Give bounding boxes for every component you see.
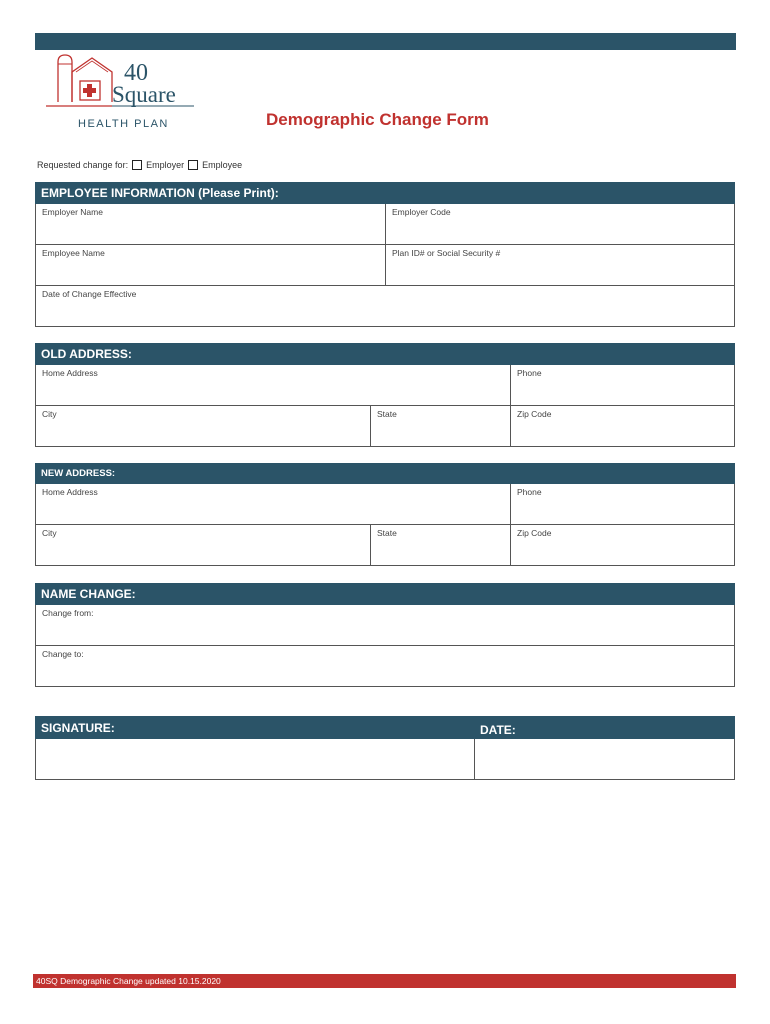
footer-text: 40SQ Demographic Change updated 10.15.2020 <box>36 976 221 986</box>
date-effective-field[interactable] <box>36 286 734 326</box>
employer-name-field[interactable] <box>36 204 386 244</box>
new-home-address-field[interactable] <box>36 484 511 524</box>
employee-name-label: Employee Name <box>42 248 105 258</box>
signature-field[interactable] <box>36 739 475 779</box>
old-zip-label: Zip Code <box>517 409 552 419</box>
employee-info-row-3 <box>35 286 735 327</box>
change-from-field[interactable] <box>36 605 734 645</box>
new-city-field[interactable] <box>36 525 371 565</box>
employee-name-field[interactable] <box>36 245 386 285</box>
old-city-field[interactable] <box>36 406 371 446</box>
old-address-row-1 <box>35 365 735 406</box>
signature-row <box>35 739 735 780</box>
logo-subtitle: HEALTH PLAN <box>78 118 169 130</box>
name-change-section <box>35 583 735 687</box>
new-city-label: City <box>42 528 57 538</box>
logo-graphic <box>44 54 204 132</box>
employee-info-row-1 <box>35 204 735 245</box>
new-zip-label: Zip Code <box>517 528 552 538</box>
new-home-address-label: Home Address <box>42 487 98 497</box>
name-change-heading: NAME CHANGE: <box>35 583 735 605</box>
old-address-row-2 <box>35 406 735 447</box>
new-zip-field[interactable] <box>511 525 734 565</box>
signature-heading: SIGNATURE: <box>35 716 474 739</box>
requested-change-row <box>37 160 242 170</box>
old-home-address-label: Home Address <box>42 368 98 378</box>
employee-checkbox[interactable] <box>188 160 198 170</box>
change-from-label: Change from: <box>42 608 94 618</box>
employer-checkbox[interactable] <box>132 160 142 170</box>
new-address-section <box>35 463 735 566</box>
change-to-field[interactable] <box>36 646 734 686</box>
name-change-row-1 <box>35 605 735 646</box>
new-phone-label: Phone <box>517 487 542 497</box>
new-address-row-1 <box>35 484 735 525</box>
old-zip-field[interactable] <box>511 406 734 446</box>
employee-info-heading: EMPLOYEE INFORMATION (Please Print): <box>35 182 735 204</box>
old-home-address-field[interactable] <box>36 365 511 405</box>
signature-heading-row <box>35 716 735 739</box>
new-phone-field[interactable] <box>511 484 734 524</box>
logo-number: 40 <box>124 60 148 86</box>
old-state-field[interactable] <box>371 406 511 446</box>
form-title: Demographic Change Form <box>266 110 489 129</box>
new-state-field[interactable] <box>371 525 511 565</box>
signature-section <box>35 716 735 780</box>
plan-id-label: Plan ID# or Social Security # <box>392 248 501 258</box>
plan-id-field[interactable] <box>386 245 734 285</box>
employer-code-field[interactable] <box>386 204 734 244</box>
company-logo <box>44 54 204 132</box>
new-state-label: State <box>377 528 397 538</box>
employer-option-label: Employer <box>146 160 185 170</box>
employee-info-section <box>35 182 735 327</box>
old-state-label: State <box>377 409 397 419</box>
date-effective-label: Date of Change Effective <box>42 289 137 299</box>
change-to-label: Change to: <box>42 649 84 659</box>
date-field[interactable] <box>475 739 734 779</box>
old-city-label: City <box>42 409 57 419</box>
date-heading: DATE: <box>474 716 735 739</box>
employer-code-label: Employer Code <box>392 207 451 217</box>
employee-info-row-2 <box>35 245 735 286</box>
old-phone-field[interactable] <box>511 365 734 405</box>
employer-name-label: Employer Name <box>42 207 103 217</box>
old-phone-label: Phone <box>517 368 542 378</box>
old-address-section <box>35 343 735 447</box>
requested-change-label: Requested change for: <box>37 160 129 170</box>
new-address-row-2 <box>35 525 735 566</box>
old-address-heading: OLD ADDRESS: <box>35 343 735 365</box>
footer-bar <box>33 974 736 988</box>
logo-word: Square <box>112 82 176 107</box>
employee-option-label: Employee <box>202 160 243 170</box>
top-banner-bar <box>35 33 736 50</box>
new-address-heading: NEW ADDRESS: <box>35 463 735 484</box>
name-change-row-2 <box>35 646 735 687</box>
